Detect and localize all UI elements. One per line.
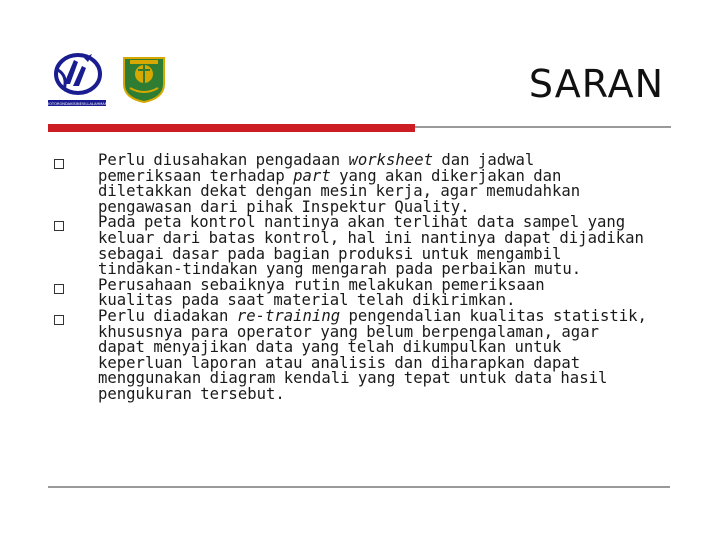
footer-rule: [48, 486, 670, 488]
text-segment: pemeriksaan terhadap: [98, 166, 294, 185]
bullet-item: [54, 215, 674, 277]
crest-shield-icon: [120, 54, 168, 104]
text-segment: menggunakan diagram kendali yang tepat untuk data hasil: [98, 369, 608, 388]
university-logo: [44, 50, 110, 112]
title-underline-rule: [415, 126, 671, 128]
text-segment: Pada peta kontrol nantinya akan terlihat data sampel yang: [98, 213, 626, 232]
slide-title: SARAN: [528, 62, 664, 106]
text-segment: pengukuran tersebut.: [98, 384, 285, 403]
bullet-item: [54, 306, 674, 403]
university-logo-caption: ROTORONDAKISINEVILLALAHMAN: [46, 102, 108, 106]
italic-term: re-training: [236, 306, 341, 325]
text-segment: Perlu diusahakan pengadaan: [98, 151, 349, 169]
title-underline-accent: [48, 124, 415, 132]
bullet-text: [98, 153, 674, 215]
university-emblem-icon: [44, 50, 110, 112]
regional-crest-logo: [120, 54, 168, 104]
square-bullet-icon: [54, 315, 64, 325]
text-segment: pengawasan dari pihak Inspektur Quality.: [98, 197, 470, 216]
square-bullet-icon: [54, 221, 64, 231]
text-segment: Perusahaan sebaiknya rutin melakukan pemeriksaan: [98, 275, 545, 294]
text-segment: khususnya para operator yang belum berpengalaman, agar: [98, 322, 599, 341]
text-segment: dapat menyajikan data yang telah dikumpulkan untuk: [98, 338, 562, 357]
italic-term: part: [293, 166, 331, 185]
bullet-text: [98, 306, 674, 403]
bullet-text: [98, 215, 674, 277]
text-segment: tindakan-tindakan yang mengarah pada perbaikan mutu.: [98, 260, 582, 279]
bullet-text: [98, 275, 674, 310]
text-segment: kualitas pada saat material telah dikirimkan.: [98, 291, 516, 310]
square-bullet-icon: [54, 284, 64, 294]
text-segment: pengendalian kualitas statistik,: [340, 306, 647, 325]
text-segment: keperluan laporan atau analisis dan diharapkan dapat: [98, 353, 581, 372]
bullet-text-line: [98, 384, 674, 403]
text-segment: keluar dari batas kontrol, hal ini nantinya dapat dijadikan: [98, 228, 644, 247]
text-segment: sebagai dasar pada bagian produksi untuk mengambil: [98, 244, 562, 263]
italic-term: worksheet: [348, 151, 433, 169]
bullet-list: [54, 153, 674, 403]
text-segment: diletakkan dekat dengan mesin kerja, agar memudahkan: [98, 182, 581, 201]
bullet-item: [54, 275, 674, 310]
text-segment: dan jadwal: [432, 151, 535, 169]
bullet-item: [54, 153, 674, 215]
text-segment: yang akan dikerjakan dan: [330, 166, 562, 185]
text-segment: Perlu diadakan: [98, 306, 237, 325]
square-bullet-icon: [54, 159, 64, 169]
